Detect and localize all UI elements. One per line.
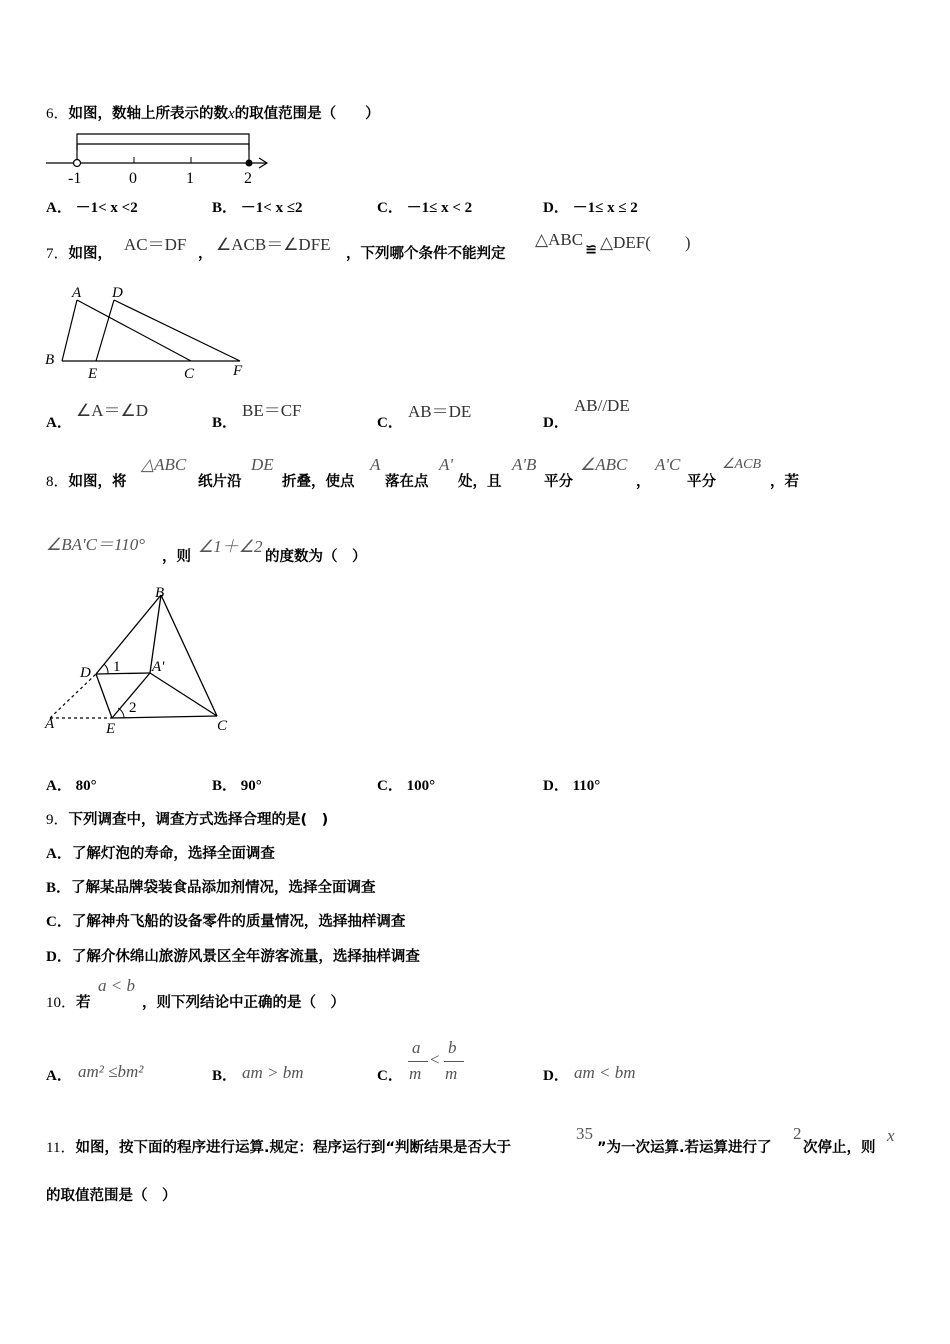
q10-option-d-text[interactable]: am < bm (574, 1063, 636, 1082)
q8-math: ∠ABC (580, 455, 628, 474)
q7-option-d-text[interactable]: AB//DE (574, 396, 630, 415)
q9-stem: 9．下列调查中，调查方式选择合理的是( ) (46, 812, 329, 828)
q8-math: △ABC (141, 455, 187, 474)
q6-option-d[interactable]: D． －1≤ x ≤ 2 (543, 200, 638, 216)
q7-option-c-text[interactable]: AB＝DE (408, 402, 472, 421)
point-label: C (184, 366, 195, 382)
segment-da-prime (96, 673, 150, 674)
tick-label: 0 (129, 170, 137, 187)
q10-option-a-label[interactable]: A． (46, 1068, 72, 1084)
q8-text: ，则 (162, 549, 191, 565)
point-label: B (45, 352, 55, 368)
q8-fold-triangle-figure (40, 580, 250, 740)
q8-text: 纸片沿 (198, 474, 242, 490)
q8-text: 落在点 (385, 474, 429, 490)
q10-option-d-label[interactable]: D． (543, 1068, 569, 1084)
point-label: A (72, 285, 82, 301)
q7-option-b-label[interactable]: B． (212, 415, 238, 431)
point-label: D (80, 665, 91, 681)
point-label: D (112, 285, 123, 301)
q8-option-d[interactable]: D． 110° (543, 778, 601, 794)
point-label: F (233, 363, 243, 379)
q11-stem: 11．如图，按下面的程序进行运算.规定：程序运行到“判断结果是否大于 (46, 1140, 511, 1156)
q7-math: ∠ACB＝∠DFE (216, 235, 331, 254)
fraction-bar (408, 1061, 428, 1062)
q10-stem: 10．若 (46, 995, 91, 1011)
q8-math: ∠ACB (722, 457, 761, 472)
q7-text: ，下列哪个条件不能判定 (346, 246, 506, 262)
point-label: E (88, 366, 98, 382)
less-than-sign: < (430, 1050, 440, 1069)
segment-de (96, 674, 112, 718)
point-label: E (106, 721, 116, 737)
q8-math: A (370, 455, 381, 474)
segment-ab (62, 300, 77, 361)
q8-option-c[interactable]: C． 100° (377, 778, 436, 794)
q8-math: A'B (512, 455, 537, 474)
range-bracket-inner (77, 144, 249, 150)
q8-math: ∠BA'C＝110° (46, 535, 146, 554)
q11-text: 次停止，则 (803, 1140, 876, 1156)
q8-math: A'C (655, 455, 681, 474)
fraction-denominator: m (409, 1064, 422, 1083)
q8-math: DE (251, 455, 274, 474)
q8-text: 平分 (687, 474, 716, 490)
q8-stem: 8．如图，将 (46, 474, 127, 490)
q7-stem-number: 7．如图， (46, 246, 113, 262)
q6-stem: 6．如图，数轴上所表示的数x的取值范围是（ ） (46, 106, 380, 122)
number-line-figure (40, 126, 280, 188)
q8-text: ，若 (770, 474, 799, 490)
tick-label: -1 (68, 170, 82, 187)
q8-text: ， (636, 474, 651, 490)
q8-text: 的度数为（ ） (265, 549, 367, 565)
q8-math: ∠1＋∠2 (198, 537, 263, 556)
point-label: A' (152, 659, 165, 675)
q7-text: ， (198, 246, 213, 262)
point-label: A (45, 716, 55, 732)
q9-option-a[interactable]: A．了解灯泡的寿命，选择全面调查 (46, 846, 275, 862)
q8-text: 折叠，使点 (282, 474, 355, 490)
segment-de (96, 300, 114, 361)
q9-option-c[interactable]: C．了解神舟飞船的设备零件的质量情况，选择抽样调查 (46, 914, 406, 930)
q10-option-b-text[interactable]: am > bm (242, 1063, 304, 1082)
open-point (74, 160, 81, 167)
q7-option-c-label[interactable]: C． (377, 415, 403, 431)
q7-math: △ABC (535, 230, 584, 249)
q7-math: △DEF( ) (600, 233, 691, 252)
q11-line2: 的取值范围是（ ） (46, 1188, 177, 1204)
q7-triangle-figure (40, 282, 260, 382)
q6-option-b[interactable]: B． －1< x ≤2 (212, 200, 303, 216)
q10-option-c-fraction[interactable] (406, 1038, 466, 1084)
q8-text: 处，且 (458, 474, 502, 490)
q10-text: ，则下列结论中正确的是（ ） (142, 995, 345, 1011)
fraction-bar (444, 1061, 464, 1062)
q11-math: 35 (576, 1124, 593, 1143)
point-label: B (155, 585, 165, 601)
fraction-numerator: b (448, 1038, 457, 1057)
q11-math: x (887, 1126, 895, 1145)
tick-label: 2 (244, 170, 252, 187)
q10-option-b-label[interactable]: B． (212, 1068, 238, 1084)
tick-label: 1 (186, 170, 194, 187)
segment-ec (112, 716, 217, 718)
angle-label: 2 (129, 700, 137, 716)
angle-label: 1 (113, 659, 121, 675)
q9-option-d[interactable]: D．了解介休绵山旅游风景区全年游客流量，选择抽样调查 (46, 949, 420, 965)
q11-text: ”为一次运算.若运算进行了 (597, 1140, 772, 1156)
point-label: C (217, 718, 228, 734)
fraction-numerator: a (412, 1038, 421, 1057)
q10-option-a-text[interactable]: am² ≤bm² (78, 1062, 144, 1081)
range-bracket (77, 134, 249, 163)
q6-option-a[interactable]: A． －1< x <2 (46, 200, 138, 216)
fraction-denominator: m (445, 1064, 458, 1083)
q7-option-b-text[interactable]: BE＝CF (242, 401, 302, 420)
q8-text: 平分 (544, 474, 573, 490)
q7-option-a-label[interactable]: A． (46, 415, 72, 431)
q8-option-a[interactable]: A． 80° (46, 778, 97, 794)
q8-option-b[interactable]: B． 90° (212, 778, 262, 794)
angle-1-arc (104, 664, 108, 674)
q6-option-c[interactable]: C． －1≤ x < 2 (377, 200, 473, 216)
q11-math: 2 (793, 1124, 802, 1143)
q8-math: A' (439, 455, 454, 474)
q9-option-b[interactable]: B．了解某品牌袋装食品添加剂情况，选择全面调查 (46, 880, 376, 896)
q7-option-d-label[interactable]: D． (543, 415, 569, 431)
q10-option-c-label[interactable]: C． (377, 1068, 403, 1084)
q7-math: AC＝DF (124, 235, 187, 254)
q7-congruent-sign: ≌ (585, 242, 598, 258)
q7-option-a-text[interactable]: ∠A＝∠D (76, 401, 149, 420)
closed-point (246, 160, 253, 167)
q10-math: a < b (98, 976, 135, 995)
